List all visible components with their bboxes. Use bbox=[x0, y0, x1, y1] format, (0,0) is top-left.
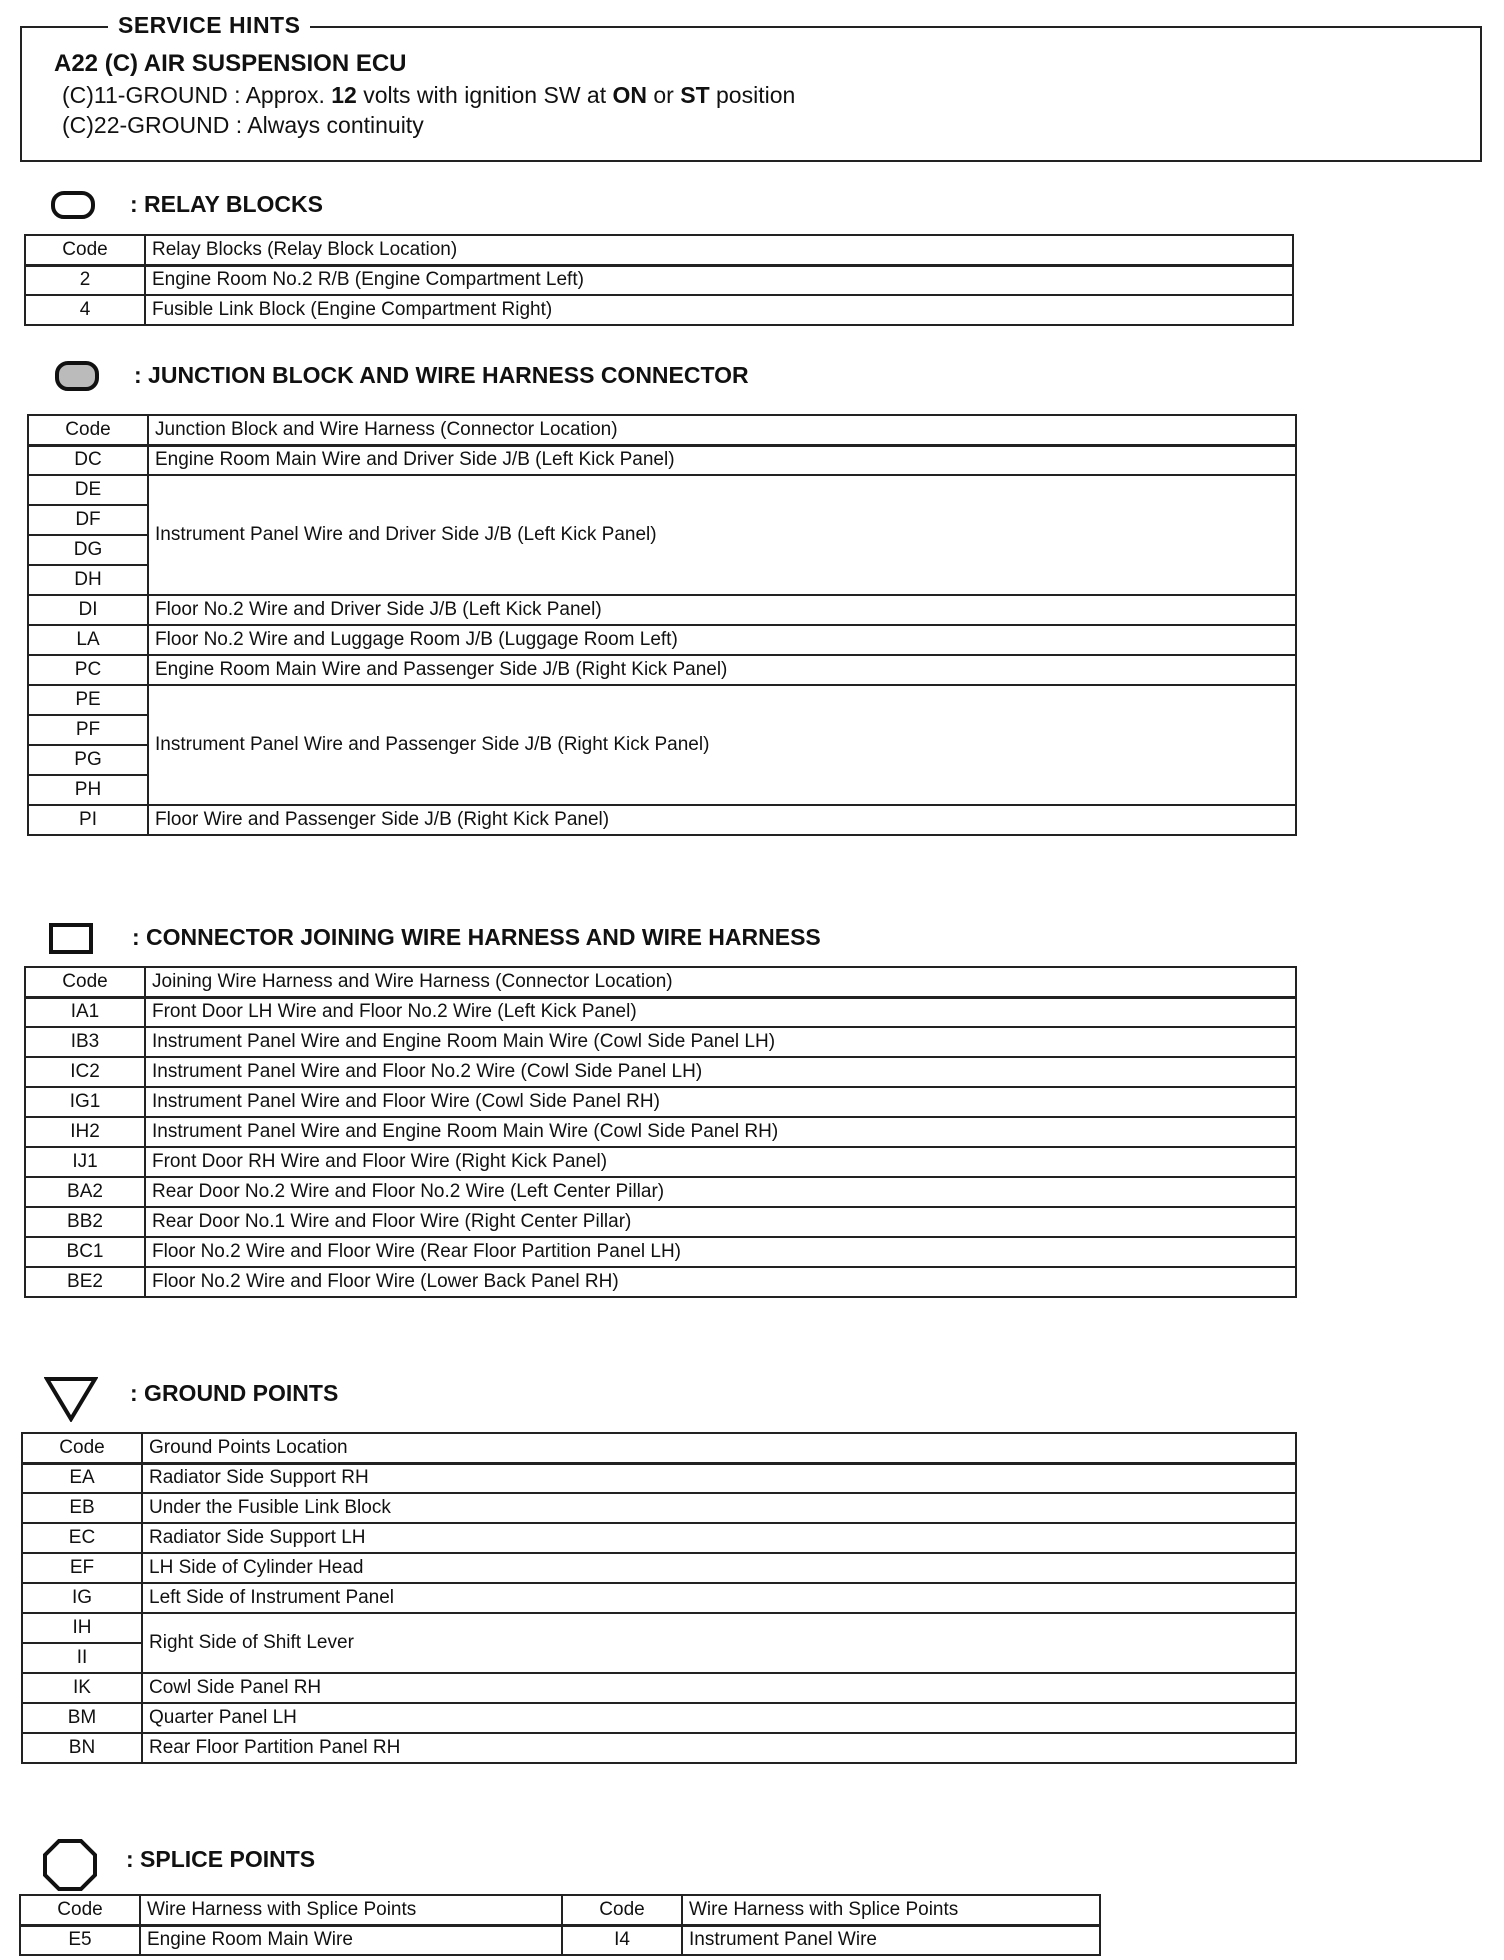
code-cell: PI bbox=[28, 805, 148, 835]
table-row bbox=[28, 595, 1296, 625]
table-header-row bbox=[25, 235, 1293, 265]
code-cell: IJ1 bbox=[25, 1147, 145, 1177]
header-description: Junction Block and Wire Harness (Connector Location) bbox=[148, 415, 1296, 445]
table-header-row bbox=[20, 1895, 1100, 1925]
hint-st: ST bbox=[680, 82, 710, 108]
hint-line-1-suffix: position bbox=[709, 82, 796, 108]
table-row bbox=[20, 1925, 1100, 1955]
table-row bbox=[25, 295, 1293, 325]
code-cell: IH bbox=[22, 1613, 142, 1643]
code-cell: IC2 bbox=[25, 1057, 145, 1087]
header-description: Joining Wire Harness and Wire Harness (Connector Location) bbox=[145, 967, 1296, 997]
code-cell: DH bbox=[28, 565, 148, 595]
code-cell: PF bbox=[28, 715, 148, 745]
hint-line-1 bbox=[62, 82, 795, 109]
description-cell: LH Side of Cylinder Head bbox=[142, 1553, 1296, 1583]
code-cell: IA1 bbox=[25, 997, 145, 1027]
code-cell: IG bbox=[22, 1583, 142, 1613]
code-cell: BC1 bbox=[25, 1237, 145, 1267]
description-cell: Left Side of Instrument Panel bbox=[142, 1583, 1296, 1613]
code-cell: DE bbox=[28, 475, 148, 505]
description-cell: Floor No.2 Wire and Floor Wire (Rear Floor Partition Panel LH) bbox=[145, 1237, 1296, 1267]
code-cell: DG bbox=[28, 535, 148, 565]
table-row bbox=[28, 475, 1296, 505]
code-cell: EB bbox=[22, 1493, 142, 1523]
table-header-row bbox=[22, 1433, 1296, 1463]
description-cell: Instrument Panel Wire and Passenger Side J/B (Right Kick Panel) bbox=[148, 685, 1296, 805]
splice-points-title: : SPLICE POINTS bbox=[126, 1846, 316, 1872]
description-cell: Instrument Panel Wire and Engine Room Main Wire (Cowl Side Panel LH) bbox=[145, 1027, 1296, 1057]
service-hints-legend: SERVICE HINTS bbox=[108, 12, 310, 39]
code-cell: LA bbox=[28, 625, 148, 655]
description-cell: Front Door RH Wire and Floor Wire (Right Kick Panel) bbox=[145, 1147, 1296, 1177]
table-row bbox=[22, 1523, 1296, 1553]
table-row bbox=[22, 1493, 1296, 1523]
table-row bbox=[25, 1057, 1296, 1087]
code-cell: II bbox=[22, 1643, 142, 1673]
table-row bbox=[28, 805, 1296, 835]
ground-points-title: : GROUND POINTS bbox=[130, 1380, 339, 1406]
code-cell: PC bbox=[28, 655, 148, 685]
code-cell: IG1 bbox=[25, 1087, 145, 1117]
description-cell: Floor No.2 Wire and Driver Side J/B (Left Kick Panel) bbox=[148, 595, 1296, 625]
code-cell: PH bbox=[28, 775, 148, 805]
description-cell: Instrument Panel Wire and Floor Wire (Cowl Side Panel RH) bbox=[145, 1087, 1296, 1117]
description-cell: Rear Door No.1 Wire and Floor Wire (Right Center Pillar) bbox=[145, 1207, 1296, 1237]
table-row bbox=[22, 1553, 1296, 1583]
description-cell: Floor No.2 Wire and Floor Wire (Lower Back Panel RH) bbox=[145, 1267, 1296, 1297]
table-row bbox=[28, 625, 1296, 655]
code-cell: 2 bbox=[25, 265, 145, 295]
header-code: Code bbox=[20, 1895, 140, 1925]
description-cell: Engine Room No.2 R/B (Engine Compartment Left) bbox=[145, 265, 1293, 295]
table-row bbox=[22, 1463, 1296, 1493]
code-cell: E5 bbox=[20, 1925, 140, 1955]
down-triangle-icon bbox=[44, 1376, 98, 1422]
table-row bbox=[22, 1703, 1296, 1733]
hint-voltage: 12 bbox=[331, 82, 357, 108]
code-cell: EF bbox=[22, 1553, 142, 1583]
junction-block-header bbox=[54, 358, 954, 398]
ground-points-header bbox=[44, 1376, 644, 1426]
code-cell: IH2 bbox=[25, 1117, 145, 1147]
description-cell: Right Side of Shift Lever bbox=[142, 1613, 1296, 1673]
ground-points-table bbox=[21, 1432, 1297, 1764]
code-cell: EA bbox=[22, 1463, 142, 1493]
table-row bbox=[22, 1583, 1296, 1613]
header-code: Code bbox=[25, 235, 145, 265]
splice-points-table bbox=[19, 1894, 1101, 1956]
connector-header bbox=[48, 920, 1048, 960]
description-cell: Instrument Panel Wire bbox=[682, 1925, 1100, 1955]
description-cell: Engine Room Main Wire and Driver Side J/B (Left Kick Panel) bbox=[148, 445, 1296, 475]
octagon-icon bbox=[42, 1838, 98, 1892]
table-row bbox=[22, 1613, 1296, 1643]
code-cell: PE bbox=[28, 685, 148, 715]
table-header-row bbox=[28, 415, 1296, 445]
header-code: Code bbox=[562, 1895, 682, 1925]
table-row bbox=[25, 265, 1293, 295]
table-row bbox=[25, 1027, 1296, 1057]
table-row bbox=[22, 1733, 1296, 1763]
table-row bbox=[28, 655, 1296, 685]
description-cell: Rear Floor Partition Panel RH bbox=[142, 1733, 1296, 1763]
description-cell: Floor No.2 Wire and Luggage Room J/B (Luggage Room Left) bbox=[148, 625, 1296, 655]
description-cell: Front Door LH Wire and Floor No.2 Wire (Left Kick Panel) bbox=[145, 997, 1296, 1027]
table-row bbox=[25, 1207, 1296, 1237]
square-icon bbox=[48, 920, 94, 956]
description-cell: Under the Fusible Link Block bbox=[142, 1493, 1296, 1523]
code-cell: EC bbox=[22, 1523, 142, 1553]
hint-line-2: (C)22-GROUND : Always continuity bbox=[62, 112, 424, 138]
table-row bbox=[25, 1147, 1296, 1177]
code-cell: IK bbox=[22, 1673, 142, 1703]
code-cell: 4 bbox=[25, 295, 145, 325]
header-code: Code bbox=[22, 1433, 142, 1463]
connector-title: : CONNECTOR JOINING WIRE HARNESS AND WIRE HARNESS bbox=[132, 924, 821, 950]
description-cell: Instrument Panel Wire and Floor No.2 Wire (Cowl Side Panel LH) bbox=[145, 1057, 1296, 1087]
hint-or: or bbox=[647, 82, 681, 108]
description-cell: Rear Door No.2 Wire and Floor No.2 Wire (Left Center Pillar) bbox=[145, 1177, 1296, 1207]
description-cell: Cowl Side Panel RH bbox=[142, 1673, 1296, 1703]
junction-block-table bbox=[27, 414, 1297, 836]
relay-blocks-table bbox=[24, 234, 1294, 326]
code-cell: IB3 bbox=[25, 1027, 145, 1057]
description-cell: Instrument Panel Wire and Driver Side J/B (Left Kick Panel) bbox=[148, 475, 1296, 595]
connector-table bbox=[24, 966, 1297, 1298]
code-cell: BE2 bbox=[25, 1267, 145, 1297]
table-row bbox=[25, 1087, 1296, 1117]
junction-block-title: : JUNCTION BLOCK AND WIRE HARNESS CONNECTOR bbox=[134, 362, 749, 388]
header-description: Wire Harness with Splice Points bbox=[140, 1895, 562, 1925]
hint-line-1-prefix: (C)11-GROUND : Approx. bbox=[62, 82, 332, 108]
code-cell: BB2 bbox=[25, 1207, 145, 1237]
table-row bbox=[25, 1177, 1296, 1207]
code-cell: DI bbox=[28, 595, 148, 625]
table-row bbox=[25, 1117, 1296, 1147]
relay-blocks-title: : RELAY BLOCKS bbox=[130, 191, 323, 217]
table-row bbox=[28, 685, 1296, 715]
description-cell: Engine Room Main Wire and Passenger Side J/B (Right Kick Panel) bbox=[148, 655, 1296, 685]
table-row bbox=[28, 445, 1296, 475]
description-cell: Radiator Side Support LH bbox=[142, 1523, 1296, 1553]
code-cell: PG bbox=[28, 745, 148, 775]
relay-blocks-header bbox=[50, 188, 650, 228]
table-row bbox=[25, 997, 1296, 1027]
table-row bbox=[25, 1267, 1296, 1297]
shaded-rounded-rect-icon bbox=[54, 358, 102, 394]
splice-points-header bbox=[42, 1838, 642, 1892]
table-row bbox=[22, 1673, 1296, 1703]
header-description: Ground Points Location bbox=[142, 1433, 1296, 1463]
header-code: Code bbox=[25, 967, 145, 997]
rounded-rect-icon bbox=[50, 188, 96, 222]
header-description: Wire Harness with Splice Points bbox=[682, 1895, 1100, 1925]
header-code: Code bbox=[28, 415, 148, 445]
description-cell: Floor Wire and Passenger Side J/B (Right Kick Panel) bbox=[148, 805, 1296, 835]
description-cell: Instrument Panel Wire and Engine Room Main Wire (Cowl Side Panel RH) bbox=[145, 1117, 1296, 1147]
description-cell: Quarter Panel LH bbox=[142, 1703, 1296, 1733]
code-cell: BA2 bbox=[25, 1177, 145, 1207]
description-cell: Engine Room Main Wire bbox=[140, 1925, 562, 1955]
hint-on: ON bbox=[612, 82, 647, 108]
table-header-row bbox=[25, 967, 1296, 997]
table-row bbox=[25, 1237, 1296, 1267]
component-title: A22 (C) AIR SUSPENSION ECU bbox=[54, 50, 407, 77]
code-cell: BM bbox=[22, 1703, 142, 1733]
code-cell: I4 bbox=[562, 1925, 682, 1955]
description-cell: Fusible Link Block (Engine Compartment Right) bbox=[145, 295, 1293, 325]
header-description: Relay Blocks (Relay Block Location) bbox=[145, 235, 1293, 265]
code-cell: DF bbox=[28, 505, 148, 535]
description-cell: Radiator Side Support RH bbox=[142, 1463, 1296, 1493]
code-cell: BN bbox=[22, 1733, 142, 1763]
code-cell: DC bbox=[28, 445, 148, 475]
hint-line-1-mid: volts with ignition SW at bbox=[356, 82, 613, 108]
